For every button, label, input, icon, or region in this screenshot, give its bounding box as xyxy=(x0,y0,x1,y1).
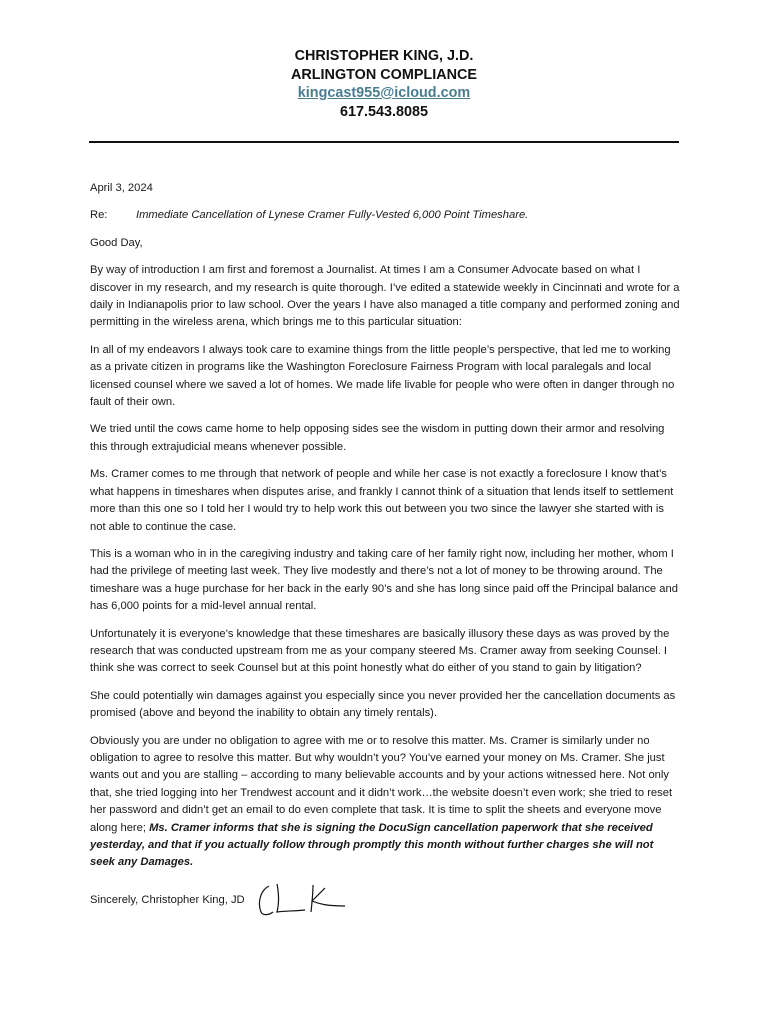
paragraph-network: Ms. Cramer comes to me through that network of people and while her case is not exactly a foreclosure I know that’s what happens in timeshares when disputes arise, and frankly I cannot think of a situation that lends itself to settlement more than this one so I told her I would try to help work this out between you two since the lawyer she started with is not able to continue the case. xyxy=(90,468,674,533)
letter-date: April 3, 2024 xyxy=(90,182,153,194)
final-emphasis: Ms. Cramer informs that she is signing the DocuSign cancellation paperwork that she received yesterday, and that if you actually follow through promptly this month without further charges she will not seek any Damages. xyxy=(90,821,654,869)
paragraph-intro: By way of introduction I am first and foremost a Journalist. At times I am a Consumer Advocate based on what I discover in my research, and my research is quite thorough. I’ve edited a statewide weekly in Cincinnati and wrote for a daily in Indianapolis prior to law school. Over the years I have also managed a title company and performed zoning and permitting in the wireless arena, which brings me to this particular situation: xyxy=(90,264,680,329)
closing-text: Sincerely, Christopher King, JD xyxy=(90,894,245,907)
subject-label: Re: xyxy=(90,209,108,222)
paragraph-damages: She could potentially win damages against you especially since you never provided her the cancellation documents as promised (above and beyond the inability to obtain any timely rentals). xyxy=(90,689,676,720)
closing-block xyxy=(90,882,680,910)
subject-line xyxy=(90,207,680,224)
author-name: CHRISTOPHER KING, J.D. xyxy=(294,48,474,64)
email-link[interactable]: kingcast955@icloud.com xyxy=(297,85,471,101)
paragraph-caregiver: This is a woman who in in the caregiving industry and taking care of her family right now, including her mother, whom I had the privilege of meeting last week. They live modestly and there’s not a lot of money to be throwing around. The timeshare was a huge purchase for her back in the early 90’s and she has long since paid off the Principal balance and has 6,000 points for a mid-level annual rental. xyxy=(90,547,678,613)
salutation: Good Day, xyxy=(90,236,143,249)
paragraph-illusory: Unfortunately it is everyone’s knowledge that these timeshares are basically illusory these days as was proved by the research that was conducted upstream from me as your company steered Ms. Cramer away from seeking Counsel. I think she was correct to seek Counsel but at this point honestly what do either of you stand to gain by litigation? xyxy=(90,627,670,675)
signature-image xyxy=(255,882,347,918)
letter-body xyxy=(90,180,680,910)
final-text: Obviously you are under no obligation to agree with me or to resolve this matter. Ms. Cramer is similarly under no obligation to agree to resolve this matter. But why wouldn’t you? You’ve earned your money on Ms. Cramer. She just wants out and you are stalling – according to many believable accounts and by your actions witnessed here. Not only that, she tried logging into her Trendwest account and it didn’t work…the website doesn’t even work; she tried to reset her password and didn’t get an email to do even complete that task. It is time to split the sheets and everyone move along here; xyxy=(90,734,673,834)
paragraph-final xyxy=(90,733,680,872)
header-divider xyxy=(89,141,679,143)
company-name: ARLINGTON COMPLIANCE xyxy=(290,66,477,83)
paragraph-extrajudicial: We tried until the cows came home to help opposing sides see the wisdom in putting down their armor and resolving this through extrajudicial means whenever possible. xyxy=(90,423,665,453)
subject-text: Immediate Cancellation of Lynese Cramer Fully-Vested 6,000 Point Timeshare. xyxy=(136,209,529,222)
paragraph-endeavors: In all of my endeavors I always took care to examine things from the little people’s perspective, that led me to working as a private citizen in programs like the Washington Foreclosure Fairness Program with local paralegals and local licensed counsel where we saved a lot of homes. We made life livable for people who were often in danger through no fault of their own. xyxy=(90,343,675,409)
letterhead xyxy=(0,47,768,121)
phone-number: 617.543.8085 xyxy=(339,103,429,120)
